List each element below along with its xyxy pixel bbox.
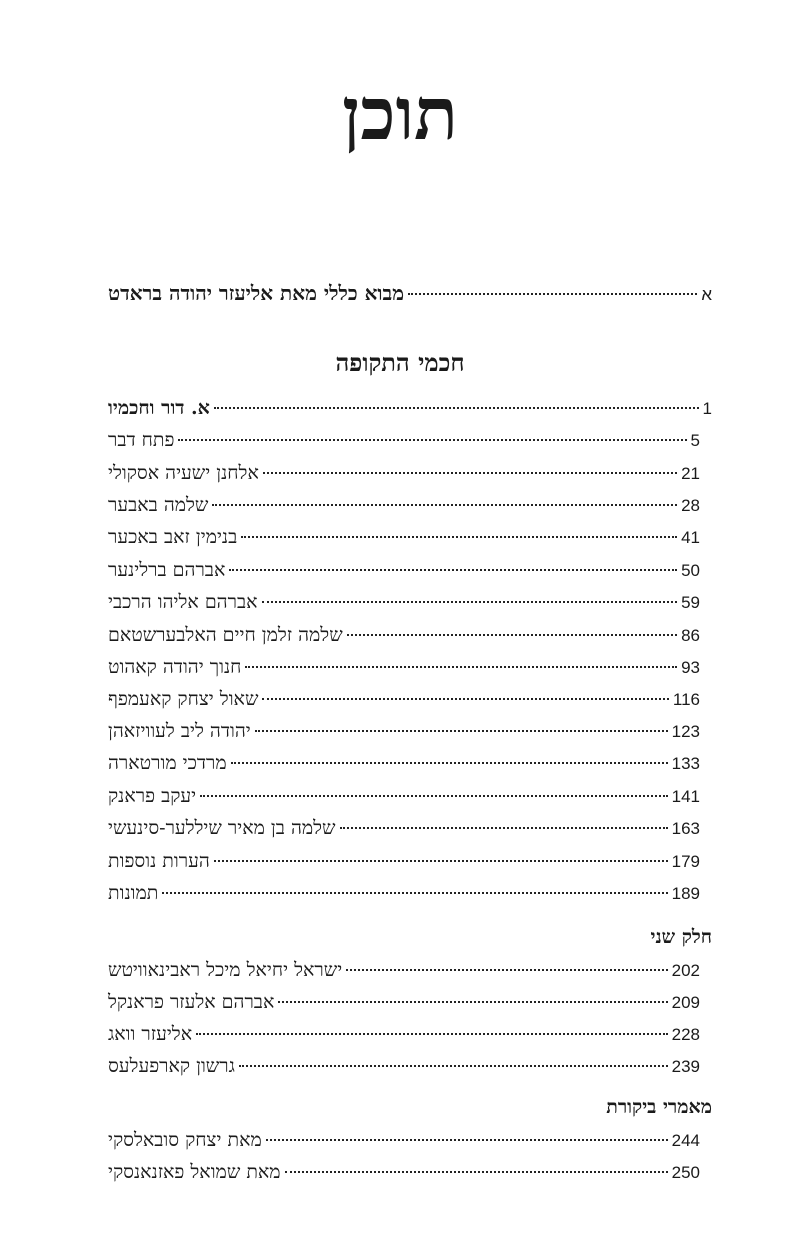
toc-entry-label: גרשון קארפעלעס bbox=[108, 1055, 235, 1077]
dot-leader bbox=[278, 1001, 667, 1003]
toc-entry bbox=[108, 987, 700, 1017]
toc-entry-label: הערות נוספות bbox=[108, 850, 210, 872]
toc-entry bbox=[108, 716, 700, 746]
toc-entry-page: 123 bbox=[671, 722, 700, 741]
toc-entry bbox=[108, 846, 700, 876]
dot-leader bbox=[266, 1139, 668, 1141]
toc-entry-label: בנימין זאב באכער bbox=[108, 526, 238, 548]
toc-entry-label: שלמה בן מאיר שיללער-סינעשי bbox=[108, 817, 336, 839]
dot-leader bbox=[239, 1065, 668, 1067]
toc-entry bbox=[108, 813, 700, 843]
toc-entry bbox=[108, 955, 700, 985]
dot-leader bbox=[229, 569, 677, 571]
dot-leader bbox=[214, 407, 699, 409]
dot-leader bbox=[200, 795, 667, 797]
toc-entry-label: מאת שמואל פאזנאנסקי bbox=[108, 1161, 281, 1183]
toc-entry-page: 86 bbox=[681, 626, 700, 645]
toc-entry-page: 250 bbox=[671, 1163, 700, 1182]
toc-entry-label: א. דור וחכמיו bbox=[108, 397, 210, 419]
dot-leader bbox=[212, 504, 677, 506]
toc-entry-label: תמונות bbox=[108, 882, 159, 904]
dot-leader bbox=[285, 1171, 668, 1173]
toc-entry-label: מבוא כללי מאת אליעזר יהודה בראדט bbox=[108, 281, 405, 305]
toc-entry bbox=[108, 1125, 700, 1155]
dot-leader bbox=[340, 827, 668, 829]
toc-entry-page: 1 bbox=[702, 399, 712, 418]
dot-leader bbox=[241, 536, 677, 538]
toc-entry-label: חנוך יהודה קאהוט bbox=[108, 656, 242, 678]
dot-leader bbox=[231, 762, 668, 764]
toc-entry-page: 116 bbox=[672, 690, 700, 709]
toc-entry-label: יעקב פראנק bbox=[108, 785, 197, 807]
toc-entry-page: 244 bbox=[671, 1131, 700, 1150]
toc-entry-page: 163 bbox=[671, 819, 700, 838]
dot-leader bbox=[178, 439, 686, 441]
toc-entry-page: 133 bbox=[671, 754, 700, 773]
toc-entry-label: אליעזר וואג bbox=[108, 1023, 193, 1045]
toc-entry bbox=[108, 522, 700, 552]
dot-leader bbox=[263, 472, 677, 474]
toc-entry bbox=[108, 1157, 700, 1187]
toc-entry-label: שאול יצחק קאעמפף bbox=[108, 688, 259, 710]
toc-entry-label: ישראל יחיאל מיכל ראבינאוויטש bbox=[108, 959, 343, 981]
toc-entry bbox=[108, 1051, 700, 1081]
section-heading: חכמי התקופה bbox=[335, 348, 465, 377]
toc-entry-label: אברהם אלעזר פראנקל bbox=[108, 991, 275, 1013]
toc-entry-label: מרדכי מורטארה bbox=[108, 752, 227, 774]
toc-entry-page: 41 bbox=[681, 528, 700, 547]
dot-leader bbox=[245, 666, 677, 668]
page-title: תוכן bbox=[342, 71, 458, 156]
dot-leader bbox=[408, 293, 697, 295]
toc-entry-label: אברהם אליהו הרכבי bbox=[108, 591, 258, 613]
toc-entry bbox=[108, 425, 700, 455]
toc-entry-page: 59 bbox=[681, 593, 700, 612]
toc-entry-page: 179 bbox=[671, 852, 700, 871]
toc-entry bbox=[108, 458, 700, 488]
toc-entry-page: 50 bbox=[681, 561, 700, 580]
toc-entry-label: שלמה באבער bbox=[108, 494, 209, 516]
toc-entry-page: 21 bbox=[681, 464, 700, 483]
toc-entry bbox=[108, 490, 700, 520]
part-b-heading: חלק שני bbox=[650, 926, 712, 948]
toc-entry bbox=[108, 587, 700, 617]
toc-entry bbox=[108, 878, 700, 908]
toc-entry bbox=[108, 1019, 700, 1049]
toc-entry-page: 5 bbox=[690, 431, 700, 450]
toc-entry-label: שלמה זלמן חיים האלבערשטאם bbox=[108, 624, 343, 646]
toc-entry-page: 189 bbox=[671, 884, 700, 903]
dot-leader bbox=[346, 969, 667, 971]
toc-entry-label: מאת יצחק סובאלסקי bbox=[108, 1129, 262, 1151]
toc-entry bbox=[108, 620, 700, 650]
dot-leader bbox=[214, 860, 668, 862]
toc-entry-intro bbox=[108, 278, 712, 308]
toc-entry bbox=[108, 781, 700, 811]
toc-entry-page: 228 bbox=[671, 1025, 700, 1044]
toc-entry-page: 209 bbox=[671, 993, 700, 1012]
toc-entry-label: יהודה ליב לעוויזאהן bbox=[108, 720, 251, 742]
toc-entry bbox=[108, 748, 700, 778]
toc-entry-page: 28 bbox=[681, 496, 700, 515]
toc-entry-label: פתח דבר bbox=[108, 429, 175, 451]
toc-entry-page: 202 bbox=[671, 961, 700, 980]
reviews-heading: מאמרי ביקורת bbox=[606, 1096, 712, 1118]
toc-entry-page: א bbox=[701, 285, 712, 304]
toc-entry bbox=[108, 555, 700, 585]
dot-leader bbox=[255, 730, 668, 732]
toc-entry-label: אברהם ברלינער bbox=[108, 559, 226, 581]
toc-entry bbox=[108, 652, 700, 682]
toc-entry-page: 141 bbox=[671, 787, 700, 806]
dot-leader bbox=[162, 892, 667, 894]
toc-entry-part-a bbox=[108, 393, 712, 423]
toc-entry-page: 239 bbox=[671, 1057, 700, 1076]
dot-leader bbox=[196, 1033, 668, 1035]
toc-entry-page: 93 bbox=[681, 658, 700, 677]
dot-leader bbox=[347, 634, 677, 636]
toc-entry bbox=[108, 684, 700, 714]
dot-leader bbox=[262, 698, 668, 700]
dot-leader bbox=[262, 601, 678, 603]
toc-entry-label: אלחנן ישעיה אסקולי bbox=[108, 462, 259, 484]
